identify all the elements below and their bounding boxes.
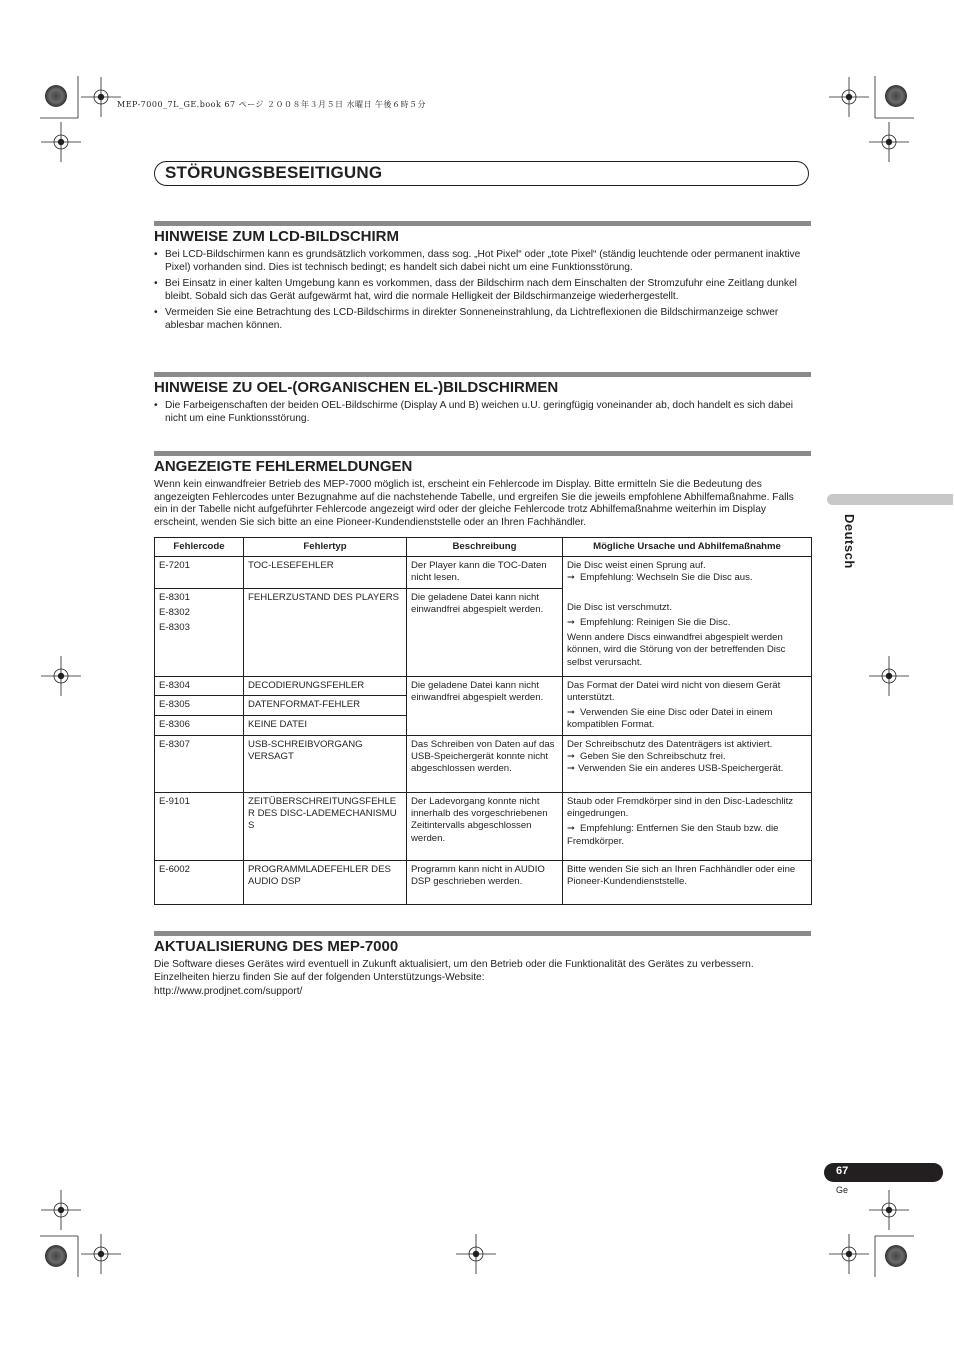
remedy-text: Empfehlung: Reinigen Sie die Disc. [580, 616, 731, 628]
list-item: • Bei LCD-Bildschirmen kann es grundsätzlich vorkommen, dass sog. „Hot Pixel“ oder „tote Pixel“ (ständig leuchtende oder permanent inaktive Pixel) vorhanden sind. Dies ist technisch bedingt; es handelt sich dabei nicht um eine Funktionsstörung. [154, 249, 810, 274]
error-description: Programm kann nicht in AUDIO DSP geschrieben werden. [407, 860, 563, 904]
list-item: • Bei Einsatz in einer kalten Umgebung kann es vorkommen, dass der Bildschirm nach dem Einschalten der Stromzufuhr eine Zeitlang dunkel bleibt. Sobald sich das Gerät aufgewärmt hat, wird die normale Helligkeit der Bildschirmanzeige wiederhergestellt. [154, 278, 810, 303]
remedy-line [567, 751, 808, 763]
table-row [155, 860, 812, 904]
right-arrow-icon: ➞ [567, 707, 576, 719]
error-cause: Bitte wenden Sie sich an Ihren Fachhändler oder eine Pioneer-Kundendienststelle. [563, 860, 812, 904]
registration-mark-icon [41, 1190, 81, 1230]
table-header-row [155, 538, 812, 557]
error-type: PROGRAMMLADEFEHLER DES AUDIO DSP [244, 860, 407, 904]
error-code: E-8305 [155, 696, 244, 715]
registration-mark-icon [829, 1234, 869, 1274]
error-type: DATENFORMAT-FEHLER [244, 696, 407, 715]
print-color-target-icon [885, 85, 907, 107]
error-type: USB-SCHREIBVORGANG VERSAGT [244, 735, 407, 792]
registration-mark-icon [41, 122, 81, 162]
section-title-oel: HINWEISE ZU OEL-(ORGANISCHEN EL-)BILDSCHIRMEN [154, 379, 559, 396]
error-description: Die geladene Datei kann nicht einwandfrei abgespielt werden. [407, 676, 563, 735]
print-color-target-icon [45, 85, 67, 107]
list-item: • Vermeiden Sie eine Betrachtung des LCD-Bildschirms in direkter Sonneneinstrahlung, da Lichtreflexionen die Bildschirmanzeige schwer ablesbar machen können. [154, 307, 810, 332]
error-code [155, 588, 244, 676]
cause-text: Staub oder Fremdkörper sind in den Disc-Ladeschlitz eingedrungen. [567, 795, 794, 820]
error-code: E-8306 [155, 715, 244, 735]
cause-text: Das Format der Datei wird nicht von diesem Gerät unterstützt. [567, 679, 781, 703]
remedy-line [567, 707, 808, 732]
error-type: ZEITÜBERSCHREITUNGSFEHLER DES DISC-LADEMECHANISMUS [244, 792, 407, 860]
right-arrow-icon: ➞ [567, 572, 576, 584]
print-color-target-icon [885, 1245, 907, 1267]
remedy-line [567, 617, 808, 629]
error-code: E-7201 [155, 557, 244, 589]
registration-mark-icon [41, 656, 81, 696]
oel-bullet-list [154, 400, 810, 429]
error-code-item: E-8303 [159, 622, 190, 634]
header-error-type: Fehlertyp [244, 538, 407, 557]
error-type: TOC-LESEFEHLER [244, 557, 407, 589]
section-title-update: AKTUALISIERUNG DES MEP-7000 [154, 938, 399, 955]
page-number: 67 [836, 1165, 849, 1177]
table-row [155, 735, 812, 792]
registration-mark-icon [869, 122, 909, 162]
file-header: MEP-7000_7L_GE.book 67 ページ ２００８年３月５日 水曜日 午後６時５分 [117, 100, 427, 109]
table-row [155, 676, 812, 695]
chapter-title: STÖRUNGSBESEITIGUNG [165, 163, 383, 182]
error-description: Das Schreiben von Daten auf das USB-Speichergerät konnte nicht abgeschlossen werden. [407, 735, 563, 792]
registration-mark-icon [81, 1234, 121, 1274]
error-cause [563, 792, 812, 860]
header-description: Beschreibung [407, 538, 563, 557]
section-title-lcd: HINWEISE ZUM LCD-BILDSCHIRM [154, 228, 399, 245]
right-arrow-icon: ➞ [567, 823, 576, 835]
remedy-text: Empfehlung: Wechseln Sie die Disc aus. [580, 572, 753, 584]
page-language-code: Ge [836, 1185, 849, 1195]
list-item: • Die Farbeigenschaften der beiden OEL-Bildschirme (Display A und B) weichen u.U. geringfügig voneinander ab, doch handelt es sich dabei nicht um eine Funktionsstörung. [154, 400, 810, 425]
cause-text: Die Disc ist verschmutzt. [567, 601, 673, 613]
error-code: E-9101 [155, 792, 244, 860]
header-cause-remedy: Mögliche Ursache und Abhilfemaßnahme [563, 538, 812, 557]
error-type: DECODIERUNGSFEHLER [244, 676, 407, 695]
error-code: E-8304 [155, 676, 244, 695]
section-rule [154, 221, 811, 226]
registration-mark-icon [81, 77, 121, 117]
error-cause [563, 735, 812, 792]
table-row [155, 557, 812, 589]
error-code-item: E-8301 [159, 591, 190, 603]
registration-mark-icon [869, 1190, 909, 1230]
cause-text: Wenn andere Discs einwandfrei abgespielt werden können, wird die Störung von der betreffenden Disc selbst verursacht. [567, 632, 786, 668]
section-rule [154, 451, 811, 456]
cause-text: Der Schreibschutz des Datenträgers ist aktiviert. [567, 738, 773, 750]
remedy-line [567, 572, 808, 584]
remedy-line [567, 823, 808, 848]
remedy-text: Empfehlung: Entfernen Sie den Staub bzw. die Fremdkörper. [567, 823, 779, 847]
print-color-target-icon [45, 1245, 67, 1267]
errors-intro: Wenn kein einwandfreier Betrieb des MEP-7000 möglich ist, erscheint ein Fehlercode im Display. Bitte ermitteln Sie die Bedeutung des angezeigten Fehlercodes unter Bezugnahme auf die nachstehende Tabelle, und ergreifen Sie die jeweils empfohlene Abhilfemaßnahme. Falls ein in der Tabelle nicht aufgeführter Fehlercode angezeigt wird oder der gleiche Fehlercode trotz Abhilfemaßnahme weiterhin im Display erscheint, wenden Sie sich bitte an eine Pioneer-Kundendienststelle oder an Ihren Fachhändler. [154, 479, 794, 528]
error-description: Die geladene Datei kann nicht einwandfrei abgespielt werden. [407, 588, 563, 676]
remedy-text: Verwenden Sie eine Disc oder Datei in einem kompatiblen Format. [567, 707, 773, 731]
table-row [155, 792, 812, 860]
section-rule [154, 372, 811, 377]
section-title-errors: ANGEZEIGTE FEHLERMELDUNGEN [154, 458, 413, 475]
registration-mark-icon [456, 1234, 496, 1274]
right-arrow-icon: ➞ [567, 763, 576, 775]
remedy-text: Verwenden Sie ein anderes USB-Speichergerät. [578, 763, 784, 775]
error-code-table [154, 537, 812, 905]
lcd-bullet-list [154, 249, 810, 337]
language-label: Deutsch [842, 514, 857, 569]
error-code: E-8307 [155, 735, 244, 792]
error-code-item: E-8302 [159, 606, 190, 618]
error-cause [563, 557, 812, 677]
right-arrow-icon: ➞ [567, 616, 576, 628]
remedy-line [567, 763, 808, 775]
registration-mark-icon [869, 656, 909, 696]
error-description: Der Player kann die TOC-Daten nicht lesen. [407, 557, 563, 589]
error-type: KEINE DATEI [244, 715, 407, 735]
registration-mark-icon [829, 77, 869, 117]
right-arrow-icon: ➞ [567, 751, 576, 763]
error-code: E-6002 [155, 860, 244, 904]
error-description: Der Ladevorgang konnte nicht innerhalb des vorgeschriebenen Zeitintervalls abgeschlossen werden. [407, 792, 563, 860]
language-side-tab [827, 494, 953, 505]
header-error-code: Fehlercode [155, 538, 244, 557]
error-cause [563, 676, 812, 735]
update-body: Die Software dieses Gerätes wird eventuell in Zukunft aktualisiert, um den Betrieb oder die Funktionalität des Gerätes zu verbessern. Einzelheiten hierzu finden Sie auf der folgenden Unterstützungs-Website: [154, 959, 754, 983]
error-type: FEHLERZUSTAND DES PLAYERS [244, 588, 407, 676]
support-url-link[interactable]: http://www.prodjnet.com/support/ [154, 986, 303, 997]
remedy-text: Geben Sie den Schreibschutz frei. [580, 751, 726, 763]
section-rule [154, 931, 811, 936]
cause-text: Die Disc weist einen Sprung auf. [567, 560, 706, 571]
